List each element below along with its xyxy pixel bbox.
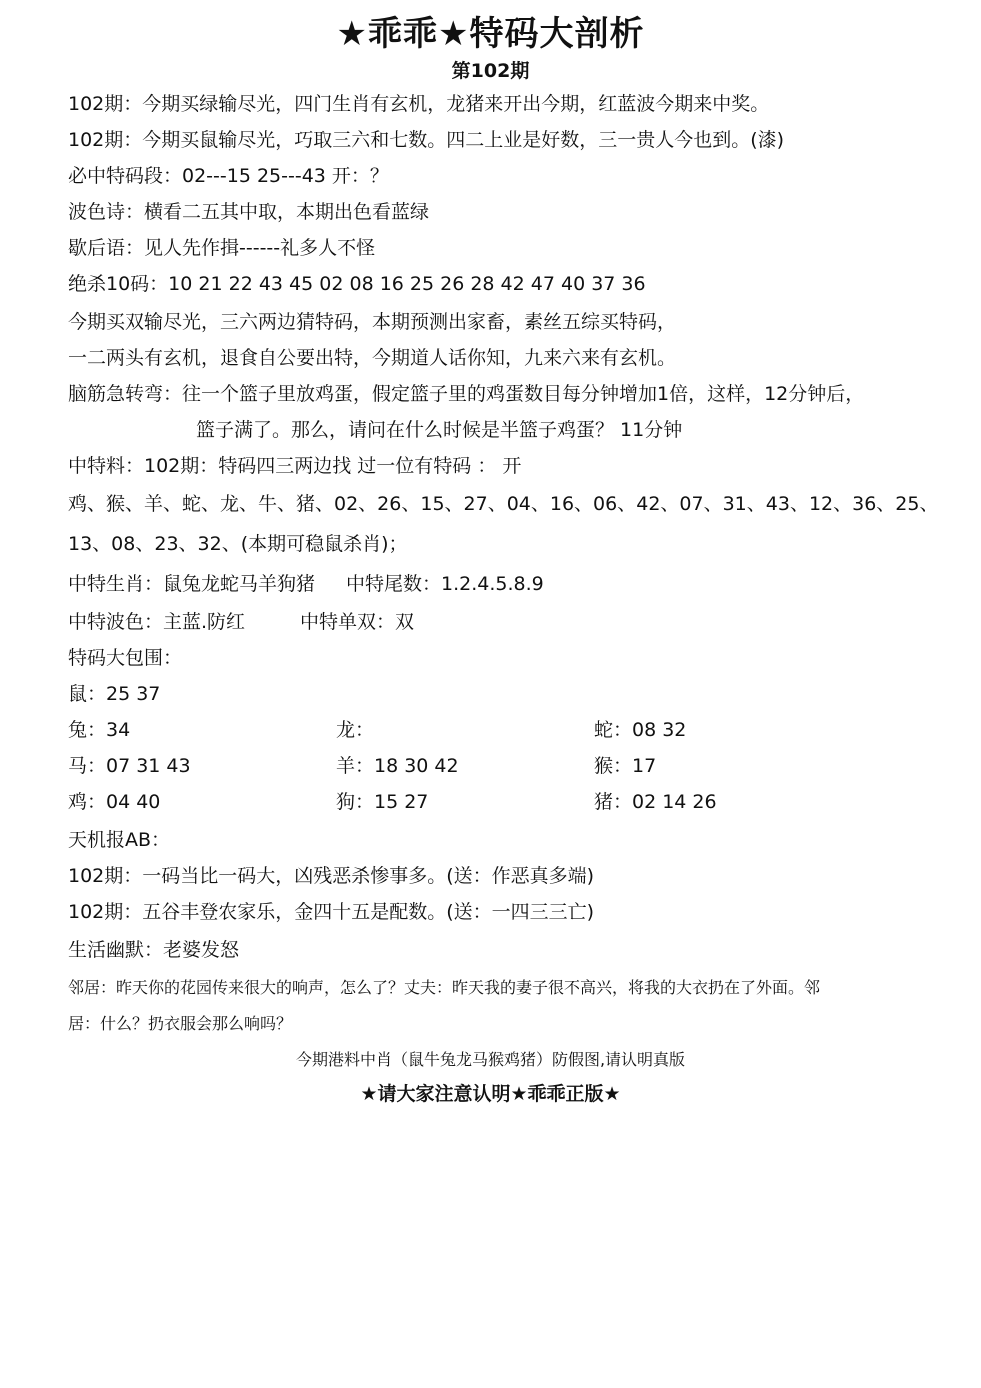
text-line: 脑筋急转弯：往一个篮子里放鸡蛋，假定篮子里的鸡蛋数目每分钟增加1倍，这样，12分钟后，: [68, 383, 865, 405]
humor-label: 生活幽默：: [68, 939, 164, 961]
tianji-a: 102期：一码当比一码大，凶残恶杀惨事多。(送：作恶真多端): [68, 865, 595, 887]
zodiac-rooster: 鸡：04 40: [68, 791, 161, 813]
text-line: 102期：今期买绿输尽光，四门生肖有玄机，龙猪来开出今期，红蓝波今期来中奖。: [68, 93, 770, 115]
zodiac-snake: 蛇：08 32: [594, 719, 687, 741]
footer-slogan: ★请大家注意认明★乖乖正版★: [360, 1083, 621, 1105]
text-line: 102期：今期买鼠输尽光，巧取三六和七数。四二上业是好数，三一贵人今也到。(漆): [68, 129, 785, 151]
text-line: 中特单双：双: [300, 611, 415, 633]
text-line: 波色诗：横看二五其中取，本期出色看蓝绿: [68, 201, 430, 223]
zodiac-monkey: 猴：17: [594, 755, 657, 777]
zodiac-horse: 马：07 31 43: [68, 755, 191, 777]
humor-text: 邻居：昨天你的花园传来很大的响声，怎么了？丈夫：昨天我的妻子很不高兴，将我的大衣扔在了外面。邻: [68, 978, 821, 997]
text-line: 一二两头有玄机，退食自公要出特，今期道人话你知，九来六来有玄机。: [68, 347, 677, 369]
zodiac-rat: 鼠：25 37: [68, 683, 161, 705]
text-line: 特码大包围：: [68, 647, 183, 669]
zodiac-dragon: 龙：: [336, 719, 375, 741]
zodiac-rabbit: 兔：34: [68, 719, 131, 741]
tianji-heading: 天机报AB：: [68, 829, 171, 851]
humor-heading: [68, 938, 239, 962]
tianji-b: 102期：五谷丰登农家乐，金四十五是配数。(送：一四三三亡): [68, 901, 595, 923]
text-line: 鸡、猴、羊、蛇、龙、牛、猪、02、26、15、27、04、16、06、42、07、31、43、12、36、25、: [68, 493, 939, 515]
text-line: 必中特码段：02---15 25---43 开：？: [68, 165, 389, 187]
footer-note: 今期港料中肖（鼠牛兔龙马猴鸡猪）防假图,请认明真版: [295, 1050, 686, 1069]
text-line: 今期买双输尽光，三六两边猜特码，本期预测出家畜，素丝五综买特码，: [68, 311, 677, 333]
humor-text: 居：什么？扔衣服会那么响吗？: [68, 1014, 293, 1033]
text-line: 歇后语：见人先作揖------礼多人不怪: [68, 237, 376, 259]
humor-title: 老婆发怒: [163, 939, 240, 961]
text-line: 中特波色：主蓝.防红: [68, 611, 246, 633]
text-line: 中特尾数：1.2.4.5.8.9: [346, 573, 544, 595]
zodiac-dog: 狗：15 27: [336, 791, 429, 813]
issue-number: 第102期: [451, 60, 530, 82]
zodiac-goat: 羊：18 30 42: [336, 755, 459, 777]
text-line: 13、08、23、32、(本期可稳鼠杀肖)；: [68, 533, 408, 555]
text-line: 中特生肖：鼠兔龙蛇马羊狗猪: [68, 573, 316, 595]
page-title: ★乖乖★特码大剖析: [336, 14, 645, 54]
text-line: 绝杀10码：10 21 22 43 45 02 08 16 25 26 28 42 47 40 37 36: [68, 273, 646, 295]
zodiac-pig: 猪：02 14 26: [594, 791, 717, 813]
text-line: 中特料：102期：特码四三两边找 过一位有特码 ： 开: [68, 455, 522, 477]
text-line: 篮子满了。那么，请问在什么时候是半篮子鸡蛋？ 11分钟: [196, 419, 683, 441]
